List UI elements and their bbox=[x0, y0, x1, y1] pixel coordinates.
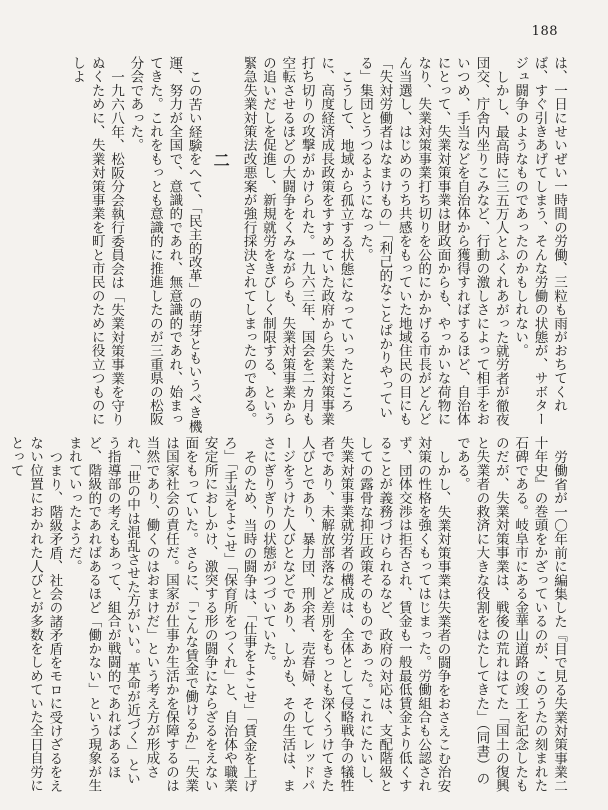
page-number: 188 bbox=[531, 24, 558, 39]
paragraph: 労働省が一〇年前に編集した『目で見る失業対策事業二十年史』の巻頭をかざっているのが、このうたの刻まれた石碑である。岐阜市にある金華山道路の竣工を記念したものだが、失業対策事業は、戦後の荒れはてた「国土の復興と失業者の救済に大きな役割をはたしてきた」（同書）のである。 bbox=[453, 436, 567, 793]
section-number: 二 bbox=[211, 152, 231, 169]
paragraph: この苦い経験をへて、「民主的改革」の萌芽ともいうべき機運、努力が全国で、意識的であれ、無意識的であれ、始まってきた。これをもっとも意識的に推進したのが三重県の松阪分会であった。 bbox=[127, 56, 202, 433]
paragraph: しかし、失業対策事業は失業者の闘争をおさえこむ治安対策の性格を強くもってはじまった。労働組合も公認されず、団体交渉は拒否され、賃金も一般最低賃金より低くすることが義務づけられるなど、政府の対応は、支配階級としての露骨な抑圧政策そのものであった。これにたいし、失業対策事業就労者の構成は、全体として侵略戦争の犠牲者であり、未解放部落など差別をもっとも深くうけてきた人びとであり、暴力団、刑余者、売春婦、そしてレッドパージをうけた人びとなどであり、しかも、その生活は、まさにぎりぎりの状態がつづいていた。 bbox=[259, 436, 451, 793]
paragraph: 一九六八年、松阪分会執行委員会は「失業対策事業を守りぬくために、失業対策事業を町と市民のために役立つものにしよ bbox=[69, 56, 125, 426]
paragraph: そのため、当時の闘争は、「仕事をよこせ」「賃金を上げろ」「手当をよこせ」「保育所をつくれ」と、自治体や職業安定所におしかけ、激突する形の闘争にならざるをえない面をもっていた。さらに、「こんな賃金で働けるか」「失業は国家社会の責任だ。国家が仕事か生活かを保障するのは当然であり、働くのはおまけだ」という考え方が形成され、「世の中は混乱させた方がいい。革命が近づく」という指導部の考えもあって、組合が戦闘的であればあるほど、階級的であればあるほど「働かない」という現象が生まれていったようだ。 bbox=[65, 436, 257, 793]
upper-vertical-text bbox=[20, 56, 568, 434]
paragraph: しかし、最高時に三五万人とふくれあがった就労者が徹夜団交、庁舎内坐りこみなど、行動の激しさによって相手をおいつめ、手当などを自治体から獲得すればするほど、自治体にとって、失業対策事業は財政面からも、やっかいな荷物になり、失業対策事業打ち切りを公的にかかげる市長がどんどん当選し、はじめのうち共感をもっていた地域住民の目にも「失対労働者はなまけもの」「利己的なことばかりやっている」集団とうつるようになった。 bbox=[356, 56, 509, 426]
upper-text-block bbox=[20, 56, 568, 434]
paragraph: は、一日にせいぜい一時間の労働、三粒も雨がおちてくれば、すぐ引きあげてしまう、そんな労働の状態が、サボタージュ闘争のようなものであったのかもしれない。 bbox=[512, 56, 567, 426]
lower-text-block bbox=[7, 436, 568, 796]
paragraph: こうして、地域から孤立する状態になっていったところに、高度経済成長政策をすすめていた政府から失業対策事業打ち切りの攻撃がかけられた。一九六三年、国会を二カ月も空転させるほどの大闘争をくみながらも、失業対策事業からの追いだしを促進し、新規就労をきびしく制限する、という緊急失業対策法改悪案が強行採決されてしまったのである。 bbox=[240, 56, 354, 426]
lower-vertical-text bbox=[7, 436, 568, 796]
paragraph: つまり、階級矛盾、社会の諸矛盾をモロに受けざるをえない位置におかれた人びとが多数をしめていた全日自労にとって bbox=[7, 436, 63, 793]
